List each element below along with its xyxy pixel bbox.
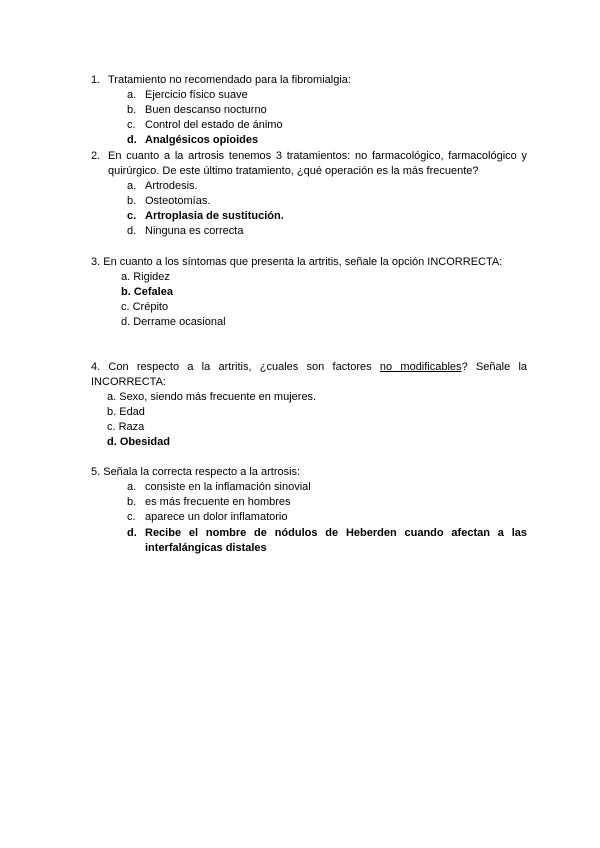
option: d. Derrame ocasional bbox=[121, 316, 226, 328]
option-text-correct: Artroplasia de sustitución. bbox=[145, 210, 284, 222]
option-text-correct: Analgésicos opioides bbox=[145, 134, 259, 146]
stem-pre: 4. Con respecto a la artritis, ¿cuales son factores bbox=[91, 361, 380, 373]
option: b. Edad bbox=[107, 406, 145, 418]
option-text: Osteotomías. bbox=[145, 195, 211, 207]
question-stem-line2: quirúrgico. De este último tratamiento, ¿qué operación es la más frecuente? bbox=[108, 165, 479, 177]
option-text: Control del estado de ánimo bbox=[145, 119, 283, 131]
stem-post: ? Señale la bbox=[461, 361, 528, 373]
question-stem-line1 bbox=[91, 360, 527, 374]
option-letter: a. bbox=[127, 481, 137, 493]
option-text-correct-line1: Recibe el nombre de nódulos de Heberden cuando afectan a las bbox=[145, 527, 527, 539]
option-correct: b. Cefalea bbox=[121, 286, 173, 298]
question-stem-line2: INCORRECTA: bbox=[91, 376, 166, 388]
option-letter: a. bbox=[127, 180, 137, 192]
option-letter: b. bbox=[127, 496, 137, 508]
option: c. Crépito bbox=[121, 301, 169, 313]
question-number: 2. bbox=[91, 150, 101, 162]
option-text: Ninguna es correcta bbox=[145, 225, 244, 237]
option: a. Rigidez bbox=[121, 271, 170, 283]
option-correct: d. Obesidad bbox=[107, 436, 170, 448]
option-letter-correct: d. bbox=[127, 527, 137, 539]
option-letter: c. bbox=[127, 119, 136, 131]
option-text: Artrodesis. bbox=[145, 180, 198, 192]
option: a. Sexo, siendo más frecuente en mujeres. bbox=[107, 391, 317, 403]
option-text: Ejercicio físico suave bbox=[145, 89, 248, 101]
option-text: es más frecuente en hombres bbox=[145, 496, 291, 508]
question-number: 1. bbox=[91, 74, 101, 86]
option-text: Buen descanso nocturno bbox=[145, 104, 267, 116]
option-letter: b. bbox=[127, 195, 137, 207]
option-text: consiste en la inflamación sinovial bbox=[145, 481, 311, 493]
option-letter: a. bbox=[127, 89, 137, 101]
option: c. Raza bbox=[107, 421, 145, 433]
question-stem-line1: En cuanto a la artrosis tenemos 3 tratamientos: no farmacológico, farmacológico y bbox=[108, 150, 527, 162]
option-letter-correct: d. bbox=[127, 134, 137, 146]
option-text: aparece un dolor inflamatorio bbox=[145, 511, 288, 523]
option-letter: b. bbox=[127, 104, 137, 116]
stem-underlined: no modificables bbox=[379, 361, 462, 373]
question-stem: 5. Señala la correcta respecto a la artrosis: bbox=[91, 466, 301, 478]
option-letter-correct: c. bbox=[127, 210, 137, 222]
option-text-correct-line2: interfalángicas distales bbox=[145, 542, 267, 554]
option-letter: c. bbox=[127, 511, 136, 523]
question-stem: Tratamiento no recomendado para la fibromialgia: bbox=[108, 74, 351, 86]
option-letter: d. bbox=[127, 225, 137, 237]
question-stem: 3. En cuanto a los síntomas que presenta la artritis, señale la opción INCORRECTA: bbox=[91, 256, 503, 268]
